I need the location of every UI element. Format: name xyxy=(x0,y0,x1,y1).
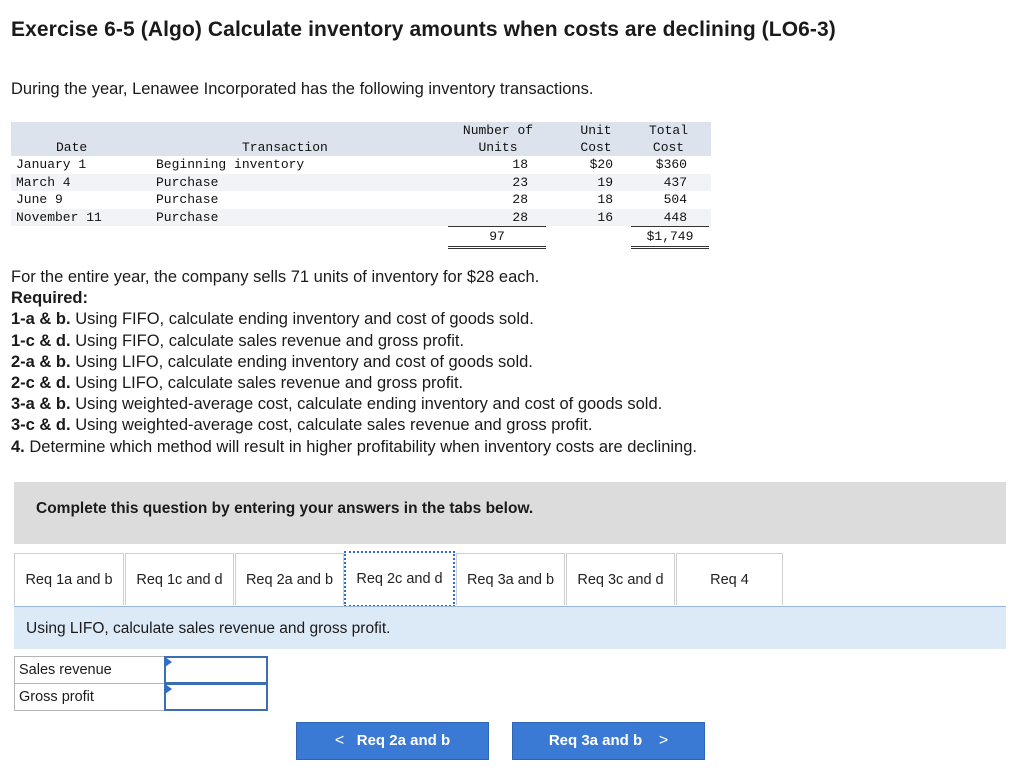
active-tab-panel-header xyxy=(14,607,1006,649)
header-units-line1: Number of xyxy=(462,123,534,138)
sales-revenue-label: Sales revenue xyxy=(14,656,169,684)
cell-unit-cost: $20 xyxy=(589,157,613,172)
header-unit-cost-line2: Cost xyxy=(580,140,612,155)
requirement-item xyxy=(11,331,697,352)
requirement-item xyxy=(11,415,697,436)
cell-total-cost: $360 xyxy=(655,157,687,172)
cell-date: November 11 xyxy=(16,209,102,225)
tab-req-1a-b[interactable]: Req 1a and b xyxy=(14,553,124,605)
requirement-item xyxy=(11,309,697,330)
requirement-text: Using LIFO, calculate sales revenue and gross profit. xyxy=(70,374,464,393)
total-cost: $1,749 xyxy=(631,226,709,249)
requirement-text: Determine which method will result in higher profitability when inventory costs are declining. xyxy=(24,437,697,456)
cell-total-cost: 504 xyxy=(663,192,687,207)
cell-total-cost: 448 xyxy=(663,209,687,225)
inventory-table xyxy=(11,122,711,248)
requirement-id: 3-a & b. xyxy=(11,395,71,414)
requirement-text: Using weighted-average cost, calculate sales revenue and gross profit. xyxy=(70,416,593,435)
chevron-left-icon: < xyxy=(334,732,345,749)
chevron-right-icon: > xyxy=(658,732,669,749)
cell-unit-cost: 16 xyxy=(597,209,613,225)
gross-profit-input[interactable] xyxy=(164,683,268,711)
requirement-id: 2-c & d. xyxy=(11,374,71,393)
table-row xyxy=(11,174,711,192)
tab-req-4[interactable]: Req 4 xyxy=(676,553,783,605)
cell-date: March 4 xyxy=(16,174,71,190)
cell-units: 18 xyxy=(512,157,528,172)
total-units: 97 xyxy=(448,226,546,249)
cell-date: January 1 xyxy=(16,157,87,172)
instruction-text: Complete this question by entering your answers in the tabs below. xyxy=(36,500,534,517)
table-row xyxy=(11,209,711,227)
panel-instruction: Using LIFO, calculate sales revenue and gross profit. xyxy=(26,620,391,637)
header-total-cost-line2: Cost xyxy=(652,140,685,155)
header-date: Date xyxy=(56,140,88,155)
cell-units: 23 xyxy=(512,174,528,190)
requirement-item xyxy=(11,352,697,373)
inventory-table-body xyxy=(11,156,711,226)
requirement-text: Using FIFO, calculate ending inventory and cost of goods sold. xyxy=(70,310,534,329)
sales-revenue-input[interactable] xyxy=(164,656,268,684)
instruction-bar xyxy=(14,482,1006,544)
tab-req-3c-d[interactable]: Req 3c and d xyxy=(566,553,675,605)
gross-profit-label: Gross profit xyxy=(14,683,169,711)
cell-units: 28 xyxy=(512,209,528,225)
cell-total-cost: 437 xyxy=(663,174,687,190)
requirement-text: Using LIFO, calculate ending inventory and cost of goods sold. xyxy=(70,352,533,371)
inventory-totals-row xyxy=(11,226,711,248)
next-tab-label: Req 3a and b xyxy=(548,732,643,749)
cell-unit-cost: 18 xyxy=(597,192,613,207)
tab-req-3a-b[interactable]: Req 3a and b xyxy=(456,553,565,605)
exercise-title: Exercise 6-5 (Algo) Calculate inventory amounts when costs are declining (LO6-3) xyxy=(11,18,836,41)
table-row xyxy=(11,191,711,209)
requirement-id: 3-c & d. xyxy=(11,416,71,435)
requirement-item xyxy=(11,437,697,458)
cell-transaction: Purchase xyxy=(156,209,219,225)
header-units-line2: Units xyxy=(478,140,518,155)
requirement-text: Using weighted-average cost, calculate ending inventory and cost of goods sold. xyxy=(70,395,663,414)
required-label: Required: xyxy=(11,289,89,308)
tab-req-2c-d[interactable]: Req 2c and d xyxy=(344,551,455,607)
requirement-id: 2-a & b. xyxy=(11,352,71,371)
requirement-id: 1-c & d. xyxy=(11,331,71,350)
requirement-item xyxy=(11,373,697,394)
inventory-table-header xyxy=(11,122,711,156)
intro-text: During the year, Lenawee Incorporated has the following inventory transactions. xyxy=(11,80,594,98)
tab-req-1c-d[interactable]: Req 1c and d xyxy=(125,553,234,605)
tab-req-2a-b[interactable]: Req 2a and b xyxy=(235,553,344,605)
requirement-tabs xyxy=(14,553,1006,607)
prev-tab-button[interactable] xyxy=(296,722,489,760)
cell-units: 28 xyxy=(512,192,528,207)
next-tab-button[interactable] xyxy=(512,722,705,760)
cell-transaction: Purchase xyxy=(156,174,219,190)
prev-tab-label: Req 2a and b xyxy=(356,732,451,749)
table-row xyxy=(11,156,711,174)
requirement-id: 1-a & b. xyxy=(11,310,71,329)
cell-unit-cost: 19 xyxy=(597,174,613,190)
header-total-cost-line1: Total xyxy=(648,123,688,138)
cell-transaction: Beginning inventory xyxy=(156,157,305,172)
requirement-item xyxy=(11,394,697,415)
requirements-section xyxy=(11,267,697,458)
sales-text: For the entire year, the company sells 71 units of inventory for $28 each. xyxy=(11,268,540,286)
cell-date: June 9 xyxy=(16,192,63,207)
input-flag-icon xyxy=(165,684,172,694)
requirement-text: Using FIFO, calculate sales revenue and gross profit. xyxy=(70,331,465,350)
cell-transaction: Purchase xyxy=(156,192,219,207)
header-unit-cost-line1: Unit xyxy=(580,123,612,138)
header-transaction: Transaction xyxy=(242,140,328,155)
input-flag-icon xyxy=(165,657,172,667)
requirement-id: 4. xyxy=(11,437,25,456)
